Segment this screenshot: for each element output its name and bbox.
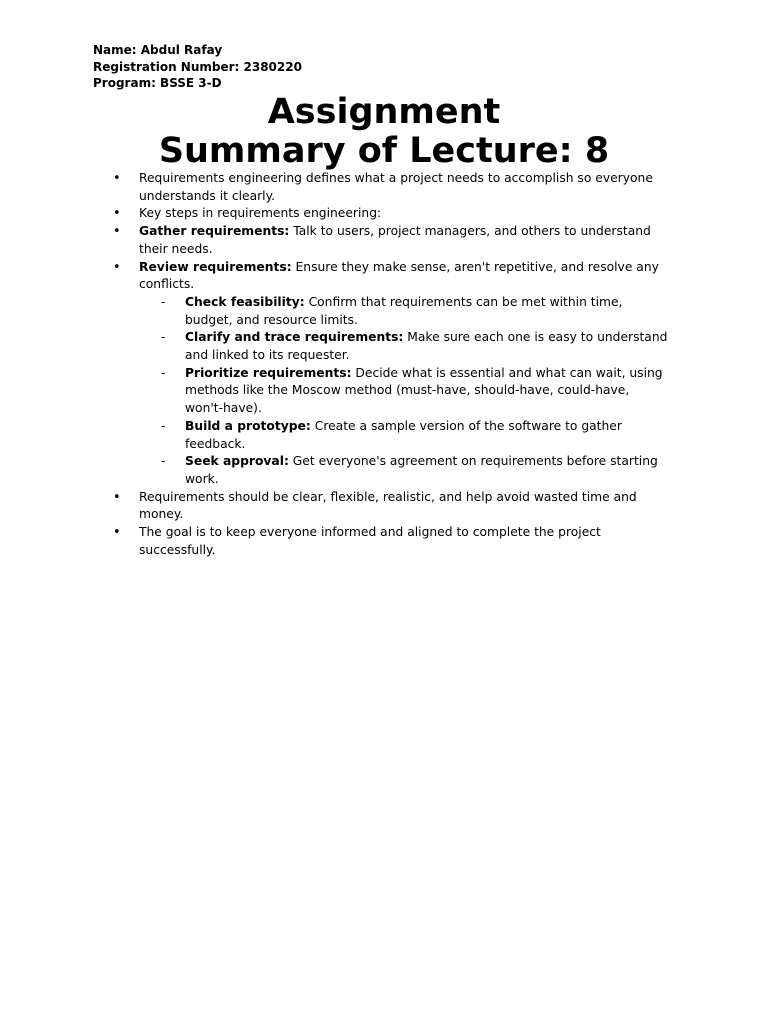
item-text: Get everyone's agreement on requirements before starting work. bbox=[185, 454, 658, 486]
bullet-marker: • bbox=[113, 489, 121, 505]
page-title: Assignment bbox=[267, 92, 501, 132]
item-label: Review requirements: bbox=[139, 259, 292, 274]
dash-marker: - bbox=[161, 454, 166, 469]
bullet-marker: • bbox=[113, 171, 121, 186]
item-text: Talk to users, project managers, and others to understand their needs. bbox=[139, 224, 651, 256]
list-item bbox=[0, 205, 669, 223]
list-item bbox=[0, 524, 669, 559]
program: Program: BSSE 3-D bbox=[93, 76, 222, 90]
item-label: Gather requirements: bbox=[139, 224, 290, 239]
item-text: Requirements engineering defines what a project needs to accomplish so everyone understands it clearly. bbox=[139, 171, 653, 203]
item-label: Clarify and trace requirements: bbox=[185, 330, 404, 345]
item-text: Create a sample version of the software to gather feedback. bbox=[185, 418, 622, 451]
bullet-marker: • bbox=[113, 525, 121, 541]
summary-list bbox=[0, 170, 768, 559]
sub-list-item bbox=[0, 294, 669, 329]
item-text: Decide what is essential and what can wait, using methods like the Moscow method (must-have, should-have, could-have, won't-have). bbox=[185, 365, 663, 416]
sub-list-item bbox=[0, 453, 669, 488]
list-item bbox=[0, 489, 669, 524]
student-name: Name: Abdul Rafay bbox=[93, 43, 223, 57]
bullet-marker: • bbox=[113, 259, 121, 275]
item-label: Build a prototype: bbox=[185, 418, 311, 433]
bullet-marker: • bbox=[113, 224, 121, 240]
list-item bbox=[0, 170, 669, 205]
student-info bbox=[93, 42, 302, 92]
sub-list-item bbox=[0, 365, 669, 418]
bullet-marker: • bbox=[113, 206, 121, 222]
dash-marker: - bbox=[161, 418, 166, 433]
item-text: Make sure each one is easy to understand and linked to its requester. bbox=[185, 330, 668, 363]
item-text: Key steps in requirements engineering: bbox=[139, 206, 382, 221]
item-text: The goal is to keep everyone informed and aligned to complete the project successfully. bbox=[139, 525, 601, 557]
dash-marker: - bbox=[161, 365, 166, 380]
item-text: Ensure they make sense, aren't repetitive, and resolve any conflicts. bbox=[139, 259, 659, 292]
dash-marker: - bbox=[161, 294, 166, 309]
sub-list-item bbox=[0, 418, 669, 453]
list-item bbox=[0, 259, 669, 294]
item-label: Check feasibility: bbox=[185, 294, 305, 309]
page-subtitle: Summary of Lecture: 8 bbox=[158, 131, 610, 171]
list-item bbox=[0, 223, 669, 258]
item-text: Requirements should be clear, flexible, realistic, and help avoid wasted time and money. bbox=[139, 489, 637, 522]
registration-number: Registration Number: 2380220 bbox=[93, 59, 302, 74]
item-label: Seek approval: bbox=[185, 454, 289, 469]
item-text: Confirm that requirements can be met within time, budget, and resource limits. bbox=[185, 294, 623, 327]
sub-list-item bbox=[0, 329, 669, 364]
dash-marker: - bbox=[161, 330, 166, 345]
item-label: Prioritize requirements: bbox=[185, 365, 352, 380]
